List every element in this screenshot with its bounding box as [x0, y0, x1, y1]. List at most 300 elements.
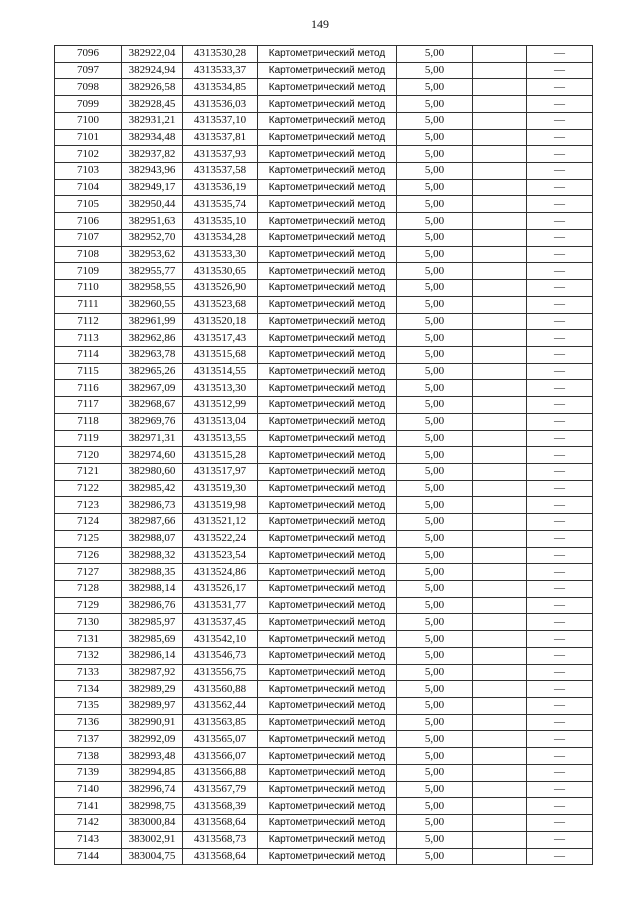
table-row: [55, 196, 593, 213]
empty-cell: [473, 815, 527, 832]
note-cell: —: [527, 781, 593, 798]
accuracy-cell: 5,00: [397, 46, 473, 63]
empty-cell: [473, 631, 527, 648]
y-coordinate-cell: 4313513,55: [183, 430, 258, 447]
y-coordinate-cell: 4313517,97: [183, 463, 258, 480]
method-cell: Картометрический метод: [258, 62, 397, 79]
table-row: [55, 413, 593, 430]
table-row: [55, 363, 593, 380]
method-cell: Картометрический метод: [258, 831, 397, 848]
method-cell: Картометрический метод: [258, 698, 397, 715]
method-cell: Картометрический метод: [258, 463, 397, 480]
method-cell: Картометрический метод: [258, 497, 397, 514]
x-coordinate-cell: 382985,69: [122, 631, 183, 648]
x-coordinate-cell: 383000,84: [122, 815, 183, 832]
accuracy-cell: 5,00: [397, 815, 473, 832]
point-number-cell: 7142: [55, 815, 122, 832]
y-coordinate-cell: 4313566,07: [183, 748, 258, 765]
y-coordinate-cell: 4313535,10: [183, 213, 258, 230]
empty-cell: [473, 664, 527, 681]
accuracy-cell: 5,00: [397, 146, 473, 163]
note-cell: —: [527, 163, 593, 180]
y-coordinate-cell: 4313519,98: [183, 497, 258, 514]
point-number-cell: 7132: [55, 647, 122, 664]
note-cell: —: [527, 698, 593, 715]
method-cell: Картометрический метод: [258, 112, 397, 129]
x-coordinate-cell: 382986,76: [122, 597, 183, 614]
table-row: [55, 62, 593, 79]
accuracy-cell: 5,00: [397, 213, 473, 230]
x-coordinate-cell: 382988,14: [122, 581, 183, 598]
x-coordinate-cell: 382965,26: [122, 363, 183, 380]
table-row: [55, 280, 593, 297]
y-coordinate-cell: 4313560,88: [183, 681, 258, 698]
x-coordinate-cell: 382967,09: [122, 380, 183, 397]
empty-cell: [473, 296, 527, 313]
y-coordinate-cell: 4313535,74: [183, 196, 258, 213]
note-cell: —: [527, 112, 593, 129]
accuracy-cell: 5,00: [397, 698, 473, 715]
point-number-cell: 7134: [55, 681, 122, 698]
point-number-cell: 7124: [55, 514, 122, 531]
accuracy-cell: 5,00: [397, 96, 473, 113]
point-number-cell: 7117: [55, 397, 122, 414]
point-number-cell: 7140: [55, 781, 122, 798]
x-coordinate-cell: 382951,63: [122, 213, 183, 230]
note-cell: —: [527, 346, 593, 363]
y-coordinate-cell: 4313537,45: [183, 614, 258, 631]
empty-cell: [473, 581, 527, 598]
accuracy-cell: 5,00: [397, 581, 473, 598]
x-coordinate-cell: 382969,76: [122, 413, 183, 430]
point-number-cell: 7106: [55, 213, 122, 230]
accuracy-cell: 5,00: [397, 346, 473, 363]
empty-cell: [473, 848, 527, 865]
accuracy-cell: 5,00: [397, 831, 473, 848]
y-coordinate-cell: 4313536,19: [183, 179, 258, 196]
empty-cell: [473, 46, 527, 63]
x-coordinate-cell: 382931,21: [122, 112, 183, 129]
table-row: [55, 764, 593, 781]
point-number-cell: 7126: [55, 547, 122, 564]
empty-cell: [473, 163, 527, 180]
note-cell: —: [527, 413, 593, 430]
note-cell: —: [527, 179, 593, 196]
y-coordinate-cell: 4313568,64: [183, 848, 258, 865]
method-cell: Картометрический метод: [258, 530, 397, 547]
accuracy-cell: 5,00: [397, 748, 473, 765]
point-number-cell: 7125: [55, 530, 122, 547]
empty-cell: [473, 480, 527, 497]
accuracy-cell: 5,00: [397, 179, 473, 196]
empty-cell: [473, 246, 527, 263]
method-cell: Картометрический метод: [258, 129, 397, 146]
y-coordinate-cell: 4313520,18: [183, 313, 258, 330]
table-row: [55, 380, 593, 397]
table-row: [55, 397, 593, 414]
point-number-cell: 7115: [55, 363, 122, 380]
accuracy-cell: 5,00: [397, 447, 473, 464]
accuracy-cell: 5,00: [397, 664, 473, 681]
x-coordinate-cell: 382928,45: [122, 96, 183, 113]
method-cell: Картометрический метод: [258, 196, 397, 213]
note-cell: —: [527, 79, 593, 96]
x-coordinate-cell: 382949,17: [122, 179, 183, 196]
x-coordinate-cell: 382953,62: [122, 246, 183, 263]
y-coordinate-cell: 4313526,90: [183, 280, 258, 297]
point-number-cell: 7099: [55, 96, 122, 113]
accuracy-cell: 5,00: [397, 112, 473, 129]
accuracy-cell: 5,00: [397, 363, 473, 380]
accuracy-cell: 5,00: [397, 681, 473, 698]
y-coordinate-cell: 4313523,54: [183, 547, 258, 564]
note-cell: —: [527, 530, 593, 547]
accuracy-cell: 5,00: [397, 413, 473, 430]
table-row: [55, 463, 593, 480]
point-number-cell: 7120: [55, 447, 122, 464]
empty-cell: [473, 313, 527, 330]
point-number-cell: 7121: [55, 463, 122, 480]
coordinates-table: [54, 45, 593, 865]
method-cell: Картометрический метод: [258, 514, 397, 531]
x-coordinate-cell: 382989,29: [122, 681, 183, 698]
x-coordinate-cell: 382987,92: [122, 664, 183, 681]
table-row: [55, 614, 593, 631]
empty-cell: [473, 647, 527, 664]
note-cell: —: [527, 430, 593, 447]
note-cell: —: [527, 330, 593, 347]
y-coordinate-cell: 4313566,88: [183, 764, 258, 781]
method-cell: Картометрический метод: [258, 346, 397, 363]
method-cell: Картометрический метод: [258, 363, 397, 380]
method-cell: Картометрический метод: [258, 263, 397, 280]
table-row: [55, 96, 593, 113]
table-row: [55, 748, 593, 765]
y-coordinate-cell: 4313533,37: [183, 62, 258, 79]
note-cell: —: [527, 514, 593, 531]
method-cell: Картометрический метод: [258, 614, 397, 631]
x-coordinate-cell: 382922,04: [122, 46, 183, 63]
y-coordinate-cell: 4313563,85: [183, 714, 258, 731]
point-number-cell: 7103: [55, 163, 122, 180]
empty-cell: [473, 413, 527, 430]
accuracy-cell: 5,00: [397, 647, 473, 664]
table-row: [55, 581, 593, 598]
method-cell: Картометрический метод: [258, 430, 397, 447]
point-number-cell: 7109: [55, 263, 122, 280]
y-coordinate-cell: 4313533,30: [183, 246, 258, 263]
note-cell: —: [527, 397, 593, 414]
x-coordinate-cell: 382985,97: [122, 614, 183, 631]
y-coordinate-cell: 4313534,85: [183, 79, 258, 96]
accuracy-cell: 5,00: [397, 163, 473, 180]
empty-cell: [473, 497, 527, 514]
method-cell: Картометрический метод: [258, 330, 397, 347]
method-cell: Картометрический метод: [258, 296, 397, 313]
note-cell: —: [527, 714, 593, 731]
method-cell: Картометрический метод: [258, 313, 397, 330]
table-row: [55, 698, 593, 715]
accuracy-cell: 5,00: [397, 714, 473, 731]
x-coordinate-cell: 382958,55: [122, 280, 183, 297]
empty-cell: [473, 129, 527, 146]
note-cell: —: [527, 96, 593, 113]
point-number-cell: 7141: [55, 798, 122, 815]
method-cell: Картометрический метод: [258, 781, 397, 798]
table-row: [55, 112, 593, 129]
table-row: [55, 530, 593, 547]
empty-cell: [473, 146, 527, 163]
empty-cell: [473, 614, 527, 631]
method-cell: Картометрический метод: [258, 79, 397, 96]
y-coordinate-cell: 4313514,55: [183, 363, 258, 380]
note-cell: —: [527, 263, 593, 280]
point-number-cell: 7118: [55, 413, 122, 430]
table-row: [55, 731, 593, 748]
x-coordinate-cell: 382960,55: [122, 296, 183, 313]
y-coordinate-cell: 4313536,03: [183, 96, 258, 113]
table-row: [55, 798, 593, 815]
point-number-cell: 7111: [55, 296, 122, 313]
accuracy-cell: 5,00: [397, 196, 473, 213]
empty-cell: [473, 263, 527, 280]
note-cell: —: [527, 62, 593, 79]
note-cell: —: [527, 614, 593, 631]
table-row: [55, 129, 593, 146]
x-coordinate-cell: 382996,74: [122, 781, 183, 798]
x-coordinate-cell: 382926,58: [122, 79, 183, 96]
x-coordinate-cell: 382986,14: [122, 647, 183, 664]
table-row: [55, 163, 593, 180]
point-number-cell: 7130: [55, 614, 122, 631]
empty-cell: [473, 714, 527, 731]
x-coordinate-cell: 382968,67: [122, 397, 183, 414]
y-coordinate-cell: 4313568,64: [183, 815, 258, 832]
method-cell: Картометрический метод: [258, 146, 397, 163]
accuracy-cell: 5,00: [397, 631, 473, 648]
point-number-cell: 7112: [55, 313, 122, 330]
accuracy-cell: 5,00: [397, 246, 473, 263]
y-coordinate-cell: 4313565,07: [183, 731, 258, 748]
table-row: [55, 564, 593, 581]
y-coordinate-cell: 4313513,30: [183, 380, 258, 397]
point-number-cell: 7128: [55, 581, 122, 598]
x-coordinate-cell: 382937,82: [122, 146, 183, 163]
y-coordinate-cell: 4313537,93: [183, 146, 258, 163]
accuracy-cell: 5,00: [397, 564, 473, 581]
method-cell: Картометрический метод: [258, 748, 397, 765]
x-coordinate-cell: 383004,75: [122, 848, 183, 865]
method-cell: Картометрический метод: [258, 96, 397, 113]
accuracy-cell: 5,00: [397, 731, 473, 748]
empty-cell: [473, 179, 527, 196]
empty-cell: [473, 781, 527, 798]
accuracy-cell: 5,00: [397, 497, 473, 514]
table-row: [55, 263, 593, 280]
method-cell: Картометрический метод: [258, 581, 397, 598]
note-cell: —: [527, 280, 593, 297]
table-row: [55, 447, 593, 464]
table-row: [55, 179, 593, 196]
empty-cell: [473, 463, 527, 480]
y-coordinate-cell: 4313530,28: [183, 46, 258, 63]
method-cell: Картометрический метод: [258, 815, 397, 832]
y-coordinate-cell: 4313567,79: [183, 781, 258, 798]
table-row: [55, 664, 593, 681]
empty-cell: [473, 564, 527, 581]
note-cell: —: [527, 246, 593, 263]
y-coordinate-cell: 4313512,99: [183, 397, 258, 414]
note-cell: —: [527, 681, 593, 698]
x-coordinate-cell: 382987,66: [122, 514, 183, 531]
method-cell: Картометрический метод: [258, 246, 397, 263]
note-cell: —: [527, 564, 593, 581]
empty-cell: [473, 764, 527, 781]
x-coordinate-cell: 382961,99: [122, 313, 183, 330]
empty-cell: [473, 430, 527, 447]
accuracy-cell: 5,00: [397, 263, 473, 280]
point-number-cell: 7138: [55, 748, 122, 765]
page-number: 149: [311, 17, 329, 31]
table-row: [55, 514, 593, 531]
accuracy-cell: 5,00: [397, 330, 473, 347]
empty-cell: [473, 798, 527, 815]
empty-cell: [473, 79, 527, 96]
y-coordinate-cell: 4313519,30: [183, 480, 258, 497]
x-coordinate-cell: 382988,35: [122, 564, 183, 581]
method-cell: Картометрический метод: [258, 731, 397, 748]
method-cell: Картометрический метод: [258, 764, 397, 781]
x-coordinate-cell: 382962,86: [122, 330, 183, 347]
table-row: [55, 46, 593, 63]
point-number-cell: 7129: [55, 597, 122, 614]
method-cell: Картометрический метод: [258, 631, 397, 648]
x-coordinate-cell: 382994,85: [122, 764, 183, 781]
note-cell: —: [527, 497, 593, 514]
point-number-cell: 7137: [55, 731, 122, 748]
point-number-cell: 7105: [55, 196, 122, 213]
table-row: [55, 815, 593, 832]
table-row: [55, 480, 593, 497]
empty-cell: [473, 530, 527, 547]
accuracy-cell: 5,00: [397, 313, 473, 330]
method-cell: Картометрический метод: [258, 447, 397, 464]
x-coordinate-cell: 382924,94: [122, 62, 183, 79]
empty-cell: [473, 363, 527, 380]
y-coordinate-cell: 4313531,77: [183, 597, 258, 614]
y-coordinate-cell: 4313515,68: [183, 346, 258, 363]
point-number-cell: 7098: [55, 79, 122, 96]
empty-cell: [473, 380, 527, 397]
note-cell: —: [527, 196, 593, 213]
note-cell: —: [527, 363, 593, 380]
note-cell: —: [527, 831, 593, 848]
point-number-cell: 7102: [55, 146, 122, 163]
table-row: [55, 213, 593, 230]
empty-cell: [473, 62, 527, 79]
empty-cell: [473, 229, 527, 246]
point-number-cell: 7100: [55, 112, 122, 129]
y-coordinate-cell: 4313537,81: [183, 129, 258, 146]
method-cell: Картометрический метод: [258, 798, 397, 815]
accuracy-cell: 5,00: [397, 514, 473, 531]
point-number-cell: 7107: [55, 229, 122, 246]
point-number-cell: 7119: [55, 430, 122, 447]
x-coordinate-cell: 382988,32: [122, 547, 183, 564]
y-coordinate-cell: 4313542,10: [183, 631, 258, 648]
accuracy-cell: 5,00: [397, 463, 473, 480]
table-row: [55, 714, 593, 731]
accuracy-cell: 5,00: [397, 764, 473, 781]
accuracy-cell: 5,00: [397, 480, 473, 497]
point-number-cell: 7139: [55, 764, 122, 781]
point-number-cell: 7096: [55, 46, 122, 63]
note-cell: —: [527, 647, 593, 664]
x-coordinate-cell: 382988,07: [122, 530, 183, 547]
table-row: [55, 681, 593, 698]
y-coordinate-cell: 4313568,39: [183, 798, 258, 815]
point-number-cell: 7133: [55, 664, 122, 681]
note-cell: —: [527, 447, 593, 464]
accuracy-cell: 5,00: [397, 397, 473, 414]
method-cell: Картометрический метод: [258, 397, 397, 414]
y-coordinate-cell: 4313522,24: [183, 530, 258, 547]
y-coordinate-cell: 4313562,44: [183, 698, 258, 715]
y-coordinate-cell: 4313530,65: [183, 263, 258, 280]
x-coordinate-cell: 382963,78: [122, 346, 183, 363]
x-coordinate-cell: 382934,48: [122, 129, 183, 146]
y-coordinate-cell: 4313517,43: [183, 330, 258, 347]
method-cell: Картометрический метод: [258, 848, 397, 865]
method-cell: Картометрический метод: [258, 413, 397, 430]
accuracy-cell: 5,00: [397, 530, 473, 547]
point-number-cell: 7144: [55, 848, 122, 865]
x-coordinate-cell: 382998,75: [122, 798, 183, 815]
table-row: [55, 497, 593, 514]
empty-cell: [473, 96, 527, 113]
table-row: [55, 430, 593, 447]
point-number-cell: 7110: [55, 280, 122, 297]
method-cell: Картометрический метод: [258, 664, 397, 681]
accuracy-cell: 5,00: [397, 296, 473, 313]
note-cell: —: [527, 229, 593, 246]
y-coordinate-cell: 4313537,10: [183, 112, 258, 129]
accuracy-cell: 5,00: [397, 79, 473, 96]
accuracy-cell: 5,00: [397, 798, 473, 815]
empty-cell: [473, 280, 527, 297]
x-coordinate-cell: 382974,60: [122, 447, 183, 464]
accuracy-cell: 5,00: [397, 280, 473, 297]
empty-cell: [473, 698, 527, 715]
y-coordinate-cell: 4313526,17: [183, 581, 258, 598]
empty-cell: [473, 196, 527, 213]
y-coordinate-cell: 4313521,12: [183, 514, 258, 531]
accuracy-cell: 5,00: [397, 547, 473, 564]
note-cell: —: [527, 597, 593, 614]
method-cell: Картометрический метод: [258, 163, 397, 180]
accuracy-cell: 5,00: [397, 848, 473, 865]
note-cell: —: [527, 764, 593, 781]
empty-cell: [473, 397, 527, 414]
point-number-cell: 7116: [55, 380, 122, 397]
empty-cell: [473, 447, 527, 464]
point-number-cell: 7097: [55, 62, 122, 79]
point-number-cell: 7136: [55, 714, 122, 731]
table-row: [55, 831, 593, 848]
point-number-cell: 7131: [55, 631, 122, 648]
x-coordinate-cell: 382993,48: [122, 748, 183, 765]
empty-cell: [473, 547, 527, 564]
